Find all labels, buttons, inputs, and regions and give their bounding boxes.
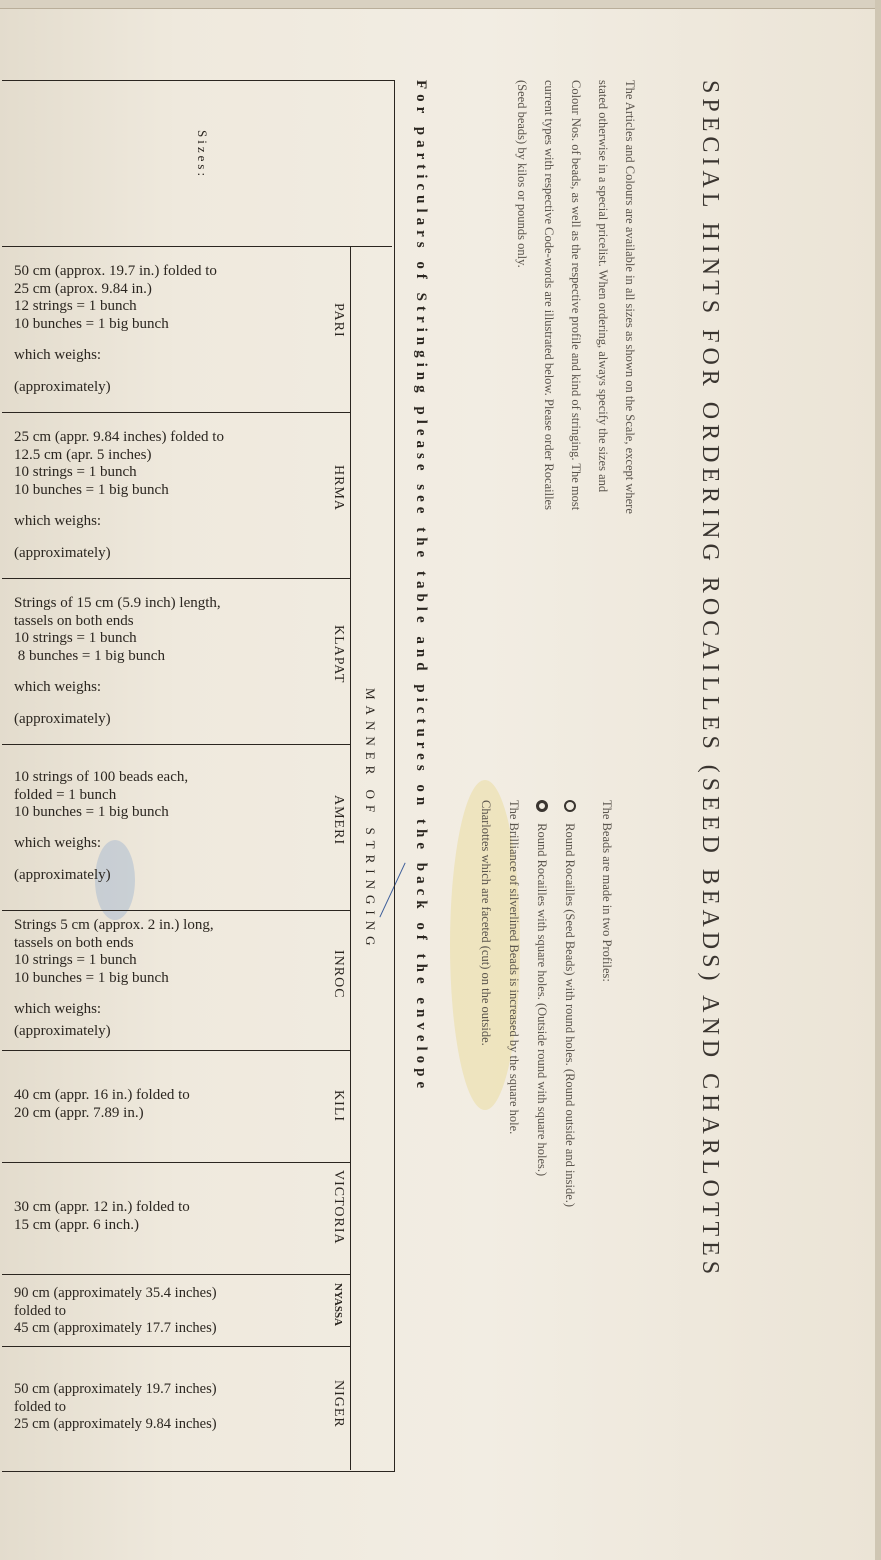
codeword-kili: KILI [331, 1090, 346, 1122]
codeword-hrma: HRMA [331, 465, 346, 512]
row-description: 50 cm (approximately 19.7 inches) folded to 25 cm (approximately 9.84 inches) [14, 1381, 217, 1432]
intro-line: Colour Nos. of beads, as well as the respective profile and kind of stringing. The most [569, 80, 583, 511]
profiles-heading: The Beads are made in two Profiles: [600, 800, 614, 982]
codeword-niger: NIGER [331, 1380, 346, 1428]
profile-round-text: Round Rocailles (Seed Beads) with round holes. (Round outside and inside.) [563, 823, 577, 1208]
profile-brilliance-text: The Brilliance of silverlined Beads is increased by the square hole. [507, 800, 521, 1135]
table-row [2, 412, 350, 579]
row-description: 10 strings of 100 beads each, folded = 1 bunch 10 bunches = 1 big bunch [14, 769, 189, 820]
stringing-notice: For particulars of Stringing please see the table and pictures on the back of the envelope [413, 80, 429, 1094]
table-row [2, 1346, 350, 1471]
row-description: 40 cm (appr. 16 in.) folded to 20 cm (appr. 7.89 in.) [14, 1087, 190, 1121]
codeword-victoria: VICTORIA [331, 1170, 346, 1245]
row-description: 90 cm (approximately 35.4 inches) folded to 45 cm (approximately 17.7 inches) [14, 1285, 217, 1336]
row-weighs-label: which weighs: [14, 679, 102, 695]
row-weighs-label: which weighs: [14, 835, 102, 851]
table-row [2, 1162, 350, 1275]
row-description: Strings 5 cm (approx. 2 in.) long, tassels on both ends 10 strings = 1 bunch 10 bunches = 1 big bunch [14, 917, 214, 986]
row-description: 50 cm (approx. 19.7 in.) folded to 25 cm (aprox. 9.84 in.) 12 strings = 1 bunch 10 bunches = 1 big bunch [14, 263, 217, 332]
round-hole-ring-icon [564, 800, 576, 812]
row-approx-label: (approximately) [14, 379, 111, 395]
row-description: 30 cm (appr. 12 in.) folded to 15 cm (appr. 6 inch.) [14, 1199, 190, 1233]
table-row [2, 910, 350, 1051]
sizes-heading: Sizes: [195, 130, 210, 180]
row-description: Strings of 15 cm (5.9 inch) length, tassels on both ends 10 strings = 1 bunch 8 bunches = 1 big bunch [14, 595, 221, 664]
intro-line: stated otherwise in a special pricelist. When ordering, always specify the sizes and [596, 80, 610, 493]
table-row [2, 1050, 350, 1163]
manner-of-stringing-heading: MANNER OF STRINGING [363, 688, 378, 952]
row-weighs-label: which weighs: [14, 1001, 102, 1017]
table-column-divider [350, 246, 351, 1470]
square-hole-ring-icon [536, 800, 548, 812]
profile-charlottes-text: Charlottes which are faceted (cut) on the outside. [479, 800, 493, 1046]
row-approx-label: (approximately) [14, 867, 111, 883]
table-row [2, 1274, 350, 1347]
table-row [2, 578, 350, 745]
codeword-ameri: AMERI [331, 795, 346, 846]
table-row [2, 246, 350, 413]
row-weighs-label: which weighs: [14, 513, 102, 529]
row-approx-label: (approximately) [14, 711, 111, 727]
codeword-nyassa: NYASSA [332, 1283, 344, 1327]
profile-square-text: Round Rocailles with square holes. (Outside round with square holes.) [535, 823, 549, 1177]
paper-right-edge [875, 0, 881, 1560]
row-description: 25 cm (appr. 9.84 inches) folded to 12.5 cm (apr. 5 inches) 10 strings = 1 bunch 10 bunches = 1 big bunch [14, 429, 224, 498]
intro-line: (Seed beads) by kilos or pounds only. [515, 80, 529, 268]
page-title: SPECIAL HINTS FOR ORDERING ROCAILLES (SEED BEADS) AND CHARLOTTES [697, 80, 723, 1280]
row-approx-label: (approximately) [14, 1023, 111, 1039]
codeword-inroc: INROC [331, 950, 346, 999]
paper-top-edge [0, 0, 881, 9]
profiles-block [472, 800, 629, 1207]
intro-line: The Articles and Colours are available in all sizes as shown on the Scale, except where [623, 80, 637, 514]
intro-line: current types with respective Code-words are illustrated below. Please order Rocailles [542, 80, 556, 510]
row-weighs-label: which weighs: [14, 347, 102, 363]
row-approx-label: (approximately) [14, 545, 111, 561]
table-row [2, 744, 350, 911]
codeword-pari: PARI [331, 303, 346, 338]
codeword-klapat: KLAPAT [331, 625, 346, 684]
intro-paragraph [508, 80, 643, 720]
